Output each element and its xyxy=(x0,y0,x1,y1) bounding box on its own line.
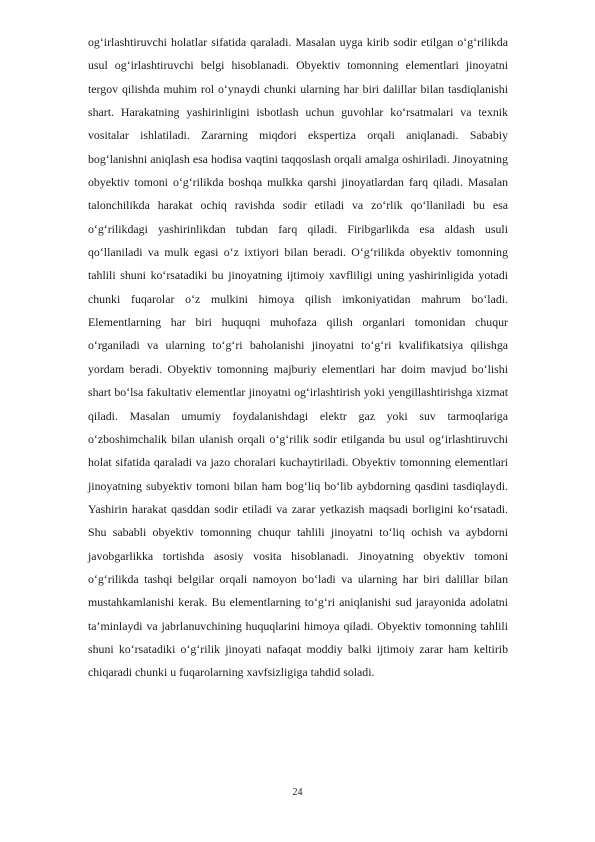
page-number: 24 xyxy=(292,787,303,798)
body-paragraph: og‘irlashtiruvchi holatlar sifatida qaraladi. Masalan uyga kirib sodir etilgan o‘g‘rilikda usul og‘irlashtiruvchi belgi hisoblanadi. Obyektiv tomonning elementlari jinoyatni tergov qilishda muhim rol o‘ynaydi chunki ularning har biri dalillar bilan tasdiqlanishi shart. Harakatning yashirinligini isbotlash uchun guvohlar ko‘rsatmalari va texnik vositalar ishlatiladi. Zararning miqdori ekspertiza orqali aniqlanadi. Sababiy bog‘lanishni aniqlash esa hodisa vaqtini taqqoslash orqali amalga oshiriladi. Jinoyatning obyektiv tomoni o‘g‘rilikda boshqa mulkka qarshi jinoyatlardan farq qiladi. Masalan talonchilikda harakat ochiq ravishda sodir etiladi va zo‘rlik qo‘llaniladi bu esa o‘g‘rilikdagi yashirinlikdan tubdan farq qiladi. Firibgarlikda esa aldash usuli qo‘llaniladi va mulk egasi o‘z ixtiyori bilan beradi. O‘g‘rilikda obyektiv tomonning tahlili shuni ko‘rsatadiki bu jinoyatning ijtimoiy xavfliligi uning yashirinligida yotadi chunki fuqarolar o‘z mulkini himoya qilish imkoniyatidan mahrum bo‘ladi. Elementlarning har biri huquqni muhofaza qilish organlari tomonidan chuqur o‘rganiladi va ularning to‘g‘ri baholanishi jinoyatni to‘g‘ri kvalifikatsiya qilishga yordam beradi. Obyektiv tomonning majburiy elementlari har doim mavjud bo‘lishi shart bo‘lsa fakultativ elementlar jinoyatni og‘irlashtirish yoki yengillashtirishga xizmat qiladi. Masalan umumiy foydalanishdagi elektr gaz yoki suv tarmoqlariga o‘zboshimchalik bilan ulanish orqali o‘g‘rilik sodir etilganda bu usul og‘irlashtiruvchi holat sifatida qaraladi va jazo choralari kuchaytiriladi. Obyektiv tomonning elementlari jinoyatning subyektiv tomoni bilan ham bog‘liq bo‘lib aybdorning qasdini tasdiqlaydi. Yashirin harakat qasddan sodir etiladi va zarar yetkazish maqsadi borligini ko‘rsatadi. Shu sababli obyektiv tomonning chuqur tahlili jinoyatni to‘liq ochish va aybdorni javobgarlikka tortishda asosiy vosita hisoblanadi. Jinoyatning obyektiv tomoni o‘g‘rilikda tashqi belgilar orqali namoyon bo‘ladi va ularning har biri dalillar bilan mustahkamlanishi kerak. Bu elementlarning to‘g‘ri aniqlanishi sud jarayonida adolatni ta’minlaydi va jabrlanuvchining huquqlarini himoya qiladi. Obyektiv tomonning tahlili shuni ko‘rsatadiki o‘g‘rilik jinoyati nafaqat moddiy balki ijtimoiy zarar ham keltirib chiqaradi chunki u fuqarolarning xavfsizligiga tahdid soladi. xyxy=(88,35,508,680)
